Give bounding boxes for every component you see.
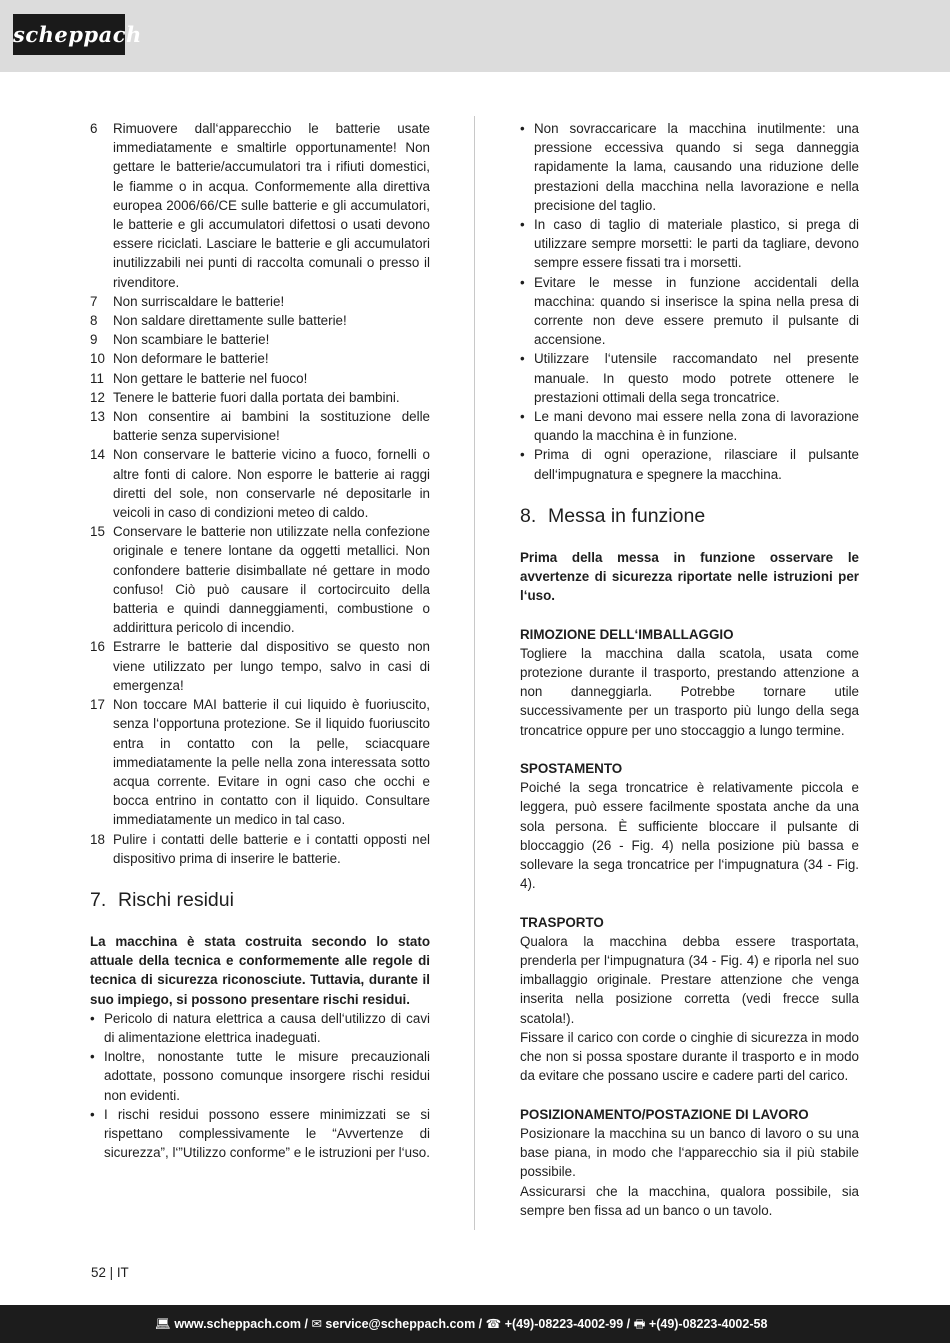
section-8-title: Messa in funzione — [548, 504, 706, 527]
bullet-icon: • — [520, 447, 525, 463]
list-item-text: Estrarre le batterie dal dispositivo se questo non viene utilizzato per lungo tempo, salvo in casi di emergenza! — [113, 639, 430, 693]
bullet-icon: • — [520, 121, 525, 136]
scheppach-logo: scheppach — [13, 14, 125, 55]
positioning-text-2: Assicurarsi che la macchina, qualora possibile, sia sempre ben fissa ad un banco o un tavolo. — [520, 1183, 859, 1218]
bullet-icon: • — [520, 217, 525, 233]
bullet-text: I rischi residui possono essere minimizzati se si rispettano complessivamente le “Avvertenze di sicurezza”, l‘”Utilizzo conforme” e le istruzioni per l‘uso. — [104, 1106, 430, 1161]
list-item-number: 13 — [90, 409, 105, 425]
list-item-text: Conservare le batterie non utilizzate nella confezione originale e tenere lontane da oggetti metallici. Non confondere batterie disimballate né gettare in modo confuso! Ciò può causare il cortocircuito della batteria e quindi danneggiamenti, combustione o addirittura pericolo di incendio. — [113, 524, 430, 636]
right-column — [520, 119, 859, 1220]
list-item-number: 11 — [90, 370, 104, 386]
unpacking-text: Togliere la macchina dalla scatola, usata come protezione durante il trasporto, prestando attenzione a non danneggiarla. Potrebbe tornare utile successivamente per un trasporto più lungo della sega troncatrice oppure per uno stoccaggio a lungo termine. — [520, 645, 859, 738]
bullet-item — [90, 1047, 430, 1105]
list-item-text: Tenere le batterie fuori dalla portata dei bambini. — [113, 389, 400, 405]
list-item — [90, 388, 430, 407]
column-divider — [474, 116, 475, 1230]
bullet-item — [90, 1009, 430, 1047]
list-item — [90, 119, 430, 292]
list-item-text: Non surriscaldare le batterie! — [113, 293, 285, 309]
bullet-text: In caso di taglio di materiale plastico, si prega di utilizzare sempre morsetti: le parti da tagliare, devono sempre essere fissati tra i morsetti. — [534, 217, 859, 271]
transport-heading: TRASPORTO — [520, 914, 604, 930]
list-item-number: 8 — [90, 313, 98, 329]
bullet-item — [520, 119, 859, 215]
footer-website[interactable]: www.scheppach.com / — [174, 1317, 308, 1331]
page-footer — [0, 1305, 950, 1343]
list-item — [90, 522, 430, 637]
bullet-text: Le mani devono mai essere nella zona di lavorazione quando la macchina è in funzione. — [534, 409, 859, 444]
section-7-number: 7. — [90, 888, 107, 911]
positioning-text-1: Posizionare la macchina su un banco di lavoro o su una base piana, in modo che l‘apparecchio sia il più stabile possibile. — [520, 1125, 859, 1180]
moving-text: Poiché la sega troncatrice è relativamente piccola e leggera, può essere facilmente spostata anche da una sola persona. È sufficiente bloccare il pulsante di bloccaggio (26 - Fig. 4) nella posizione più bassa e sollevare la sega troncatrice per l‘impugnatura (34 - Fig. 4). — [520, 780, 859, 892]
list-item-number: 10 — [90, 351, 105, 367]
unpacking-heading: RIMOZIONE DELL‘IMBALLAGGIO — [520, 626, 734, 642]
list-item-number: 17 — [90, 697, 105, 713]
list-item-number: 7 — [90, 293, 98, 309]
positioning-heading: POSIZIONAMENTO/POSTAZIONE DI LAVORO — [520, 1106, 809, 1122]
list-item — [90, 369, 430, 388]
battery-safety-list — [90, 119, 430, 868]
list-item-text: Non gettare le batterie nel fuoco! — [113, 370, 308, 386]
list-item-number: 6 — [90, 121, 98, 136]
section-7-intro: La macchina è stata costruita secondo lo stato attuale della tecnica e conformemente alle regole di tecnica di sicurezza riconosciute. Tuttavia, durante il suo impiego, si possono presentare rischi residui. — [90, 933, 430, 1007]
mail-icon: ✉︎ — [311, 1317, 322, 1331]
section-7-heading — [90, 888, 430, 912]
moving-heading: SPOSTAMENTO — [520, 761, 623, 777]
bullet-icon: • — [90, 1049, 95, 1065]
page-number: 52 | IT — [91, 1265, 129, 1280]
list-item-text: Non deformare le batterie! — [113, 351, 269, 367]
list-item-text: Rimuovere dall‘apparecchio le batterie usate immediatamente e smaltirle opportunamente! Non gettare le batterie/accumulatori tra i rifiuti domestici, le fiamme o in acqua. Conformemente alla direttiva europea 2006/66/CE sulle batterie e gli accumulatori, le batterie e gli accumulatori difettosi o usati devono essere riciclati. Lasciare le batterie e gli accumulatori inutilizzabili nei punti di raccolta comunali o presso il rivenditore. — [113, 121, 430, 290]
bullet-icon: • — [520, 351, 525, 367]
section-7-title: Rischi residui — [118, 888, 234, 911]
bullet-text: Inoltre, nonostante tutte le misure precauzionali adottate, possono comunque insorgere rischi residui non evidenti. — [104, 1049, 430, 1103]
footer-email[interactable]: service@scheppach.com / — [325, 1317, 483, 1331]
operation-safety-list — [520, 119, 859, 484]
phone-icon: ☎︎ — [485, 1317, 502, 1331]
transport-text-1: Qualora la macchina debba essere trasportata, prenderla per l‘impugnatura (34 - Fig. 4) e riporla nel suo imballaggio originale. Prestare attenzione che venga inserita nella posizione corretta (vedi frecce sulla scatola!). — [520, 933, 859, 1026]
list-item-number: 18 — [90, 831, 105, 847]
page-header — [0, 0, 950, 72]
list-item — [90, 445, 430, 522]
bullet-text: Utilizzare l‘utensile raccomandato nel presente manuale. In questo modo potrete ottenere le prestazioni ottimali della sega troncatrice. — [534, 351, 859, 405]
bullet-text: Prima di ogni operazione, rilasciare il pulsante dell‘impugnatura e spegnere la macchina. — [534, 447, 859, 482]
list-item-text: Non saldare direttamente sulle batterie! — [113, 313, 347, 329]
list-item-number: 9 — [90, 332, 98, 348]
list-item-number: 12 — [90, 389, 105, 405]
laptop-icon: 💻︎ — [155, 1317, 171, 1331]
fax-icon: 🖶︎ — [633, 1317, 646, 1331]
list-item — [90, 407, 430, 445]
bullet-item — [90, 1105, 430, 1163]
list-item-number: 16 — [90, 639, 105, 655]
list-item — [90, 292, 430, 311]
list-item — [90, 349, 430, 368]
list-item — [90, 830, 430, 868]
bullet-text: Non sovraccaricare la macchina inutilmente: una pressione eccessiva quando si sega danneggia rapidamente la lama, causando una riduzione delle prestazioni della macchina nella lavorazione e nella precisione del taglio. — [534, 121, 859, 213]
list-item — [90, 695, 430, 829]
list-item-text: Non conservare le batterie vicino a fuoco, fornelli o altre fonti di calore. Non esporre le batterie ai raggi diretti del sole, non conservarle né depositarle in veicoli in caso di condizioni meteo di caldo. — [113, 447, 430, 521]
list-item-text: Non scambiare le batterie! — [113, 332, 270, 348]
bullet-text: Pericolo di natura elettrica a causa dell‘utilizzo di cavi di alimentazione elettrica inadeguati. — [104, 1010, 430, 1045]
bullet-icon: • — [520, 409, 525, 425]
list-item-text: Non toccare MAI batterie il cui liquido è fuoriuscito, senza l‘opportuna protezione. Se il liquido fuoriuscito entra in contatto con la pelle, sciacquare immediatamente la pelle nella zona interessata sotto acqua corrente. Evitare in ogni caso che occhi e bocca entrino in contatto con il liquido. Consultare immediatamente un medico in tal caso. — [113, 697, 430, 828]
list-item-number: 15 — [90, 524, 105, 540]
footer-fax: +(49)-08223-4002-58 — [648, 1317, 768, 1331]
list-item-text: Non consentire ai bambini la sostituzione delle batterie senza supervisione! — [113, 409, 430, 444]
section-8-number: 8. — [520, 504, 537, 527]
list-item — [90, 311, 430, 330]
list-item — [90, 637, 430, 695]
list-item-number: 14 — [90, 447, 105, 463]
bullet-icon: • — [520, 274, 525, 290]
transport-text-2: Fissare il carico con corde o cinghie di sicurezza in modo che non si possa spostare durante il trasporto e in modo da evitare che possano uscire e cadere parti del carico. — [520, 1029, 859, 1084]
bullet-item — [520, 215, 859, 273]
left-column — [90, 119, 430, 1162]
bullet-text: Evitare le messe in funzione accidentali della macchina: quando si inserisce la spina nella presa di corrente non deve essere premuto il pulsante di accensione. — [534, 274, 859, 348]
bullet-item — [520, 445, 859, 483]
list-item-text: Pulire i contatti delle batterie e i contatti opposti nel dispositivo prima di inserire le batterie. — [113, 831, 430, 866]
footer-phone: +(49)-08223-4002-99 / — [504, 1317, 631, 1331]
bullet-icon: • — [90, 1106, 95, 1122]
list-item — [90, 330, 430, 349]
residual-risks-list — [90, 1009, 430, 1163]
bullet-item — [520, 273, 859, 350]
section-8-intro: Prima della messa in funzione osservare le avvertenze di sicurezza riportate nelle istruzioni per l‘uso. — [520, 549, 859, 604]
bullet-icon: • — [90, 1010, 95, 1026]
bullet-item — [520, 407, 859, 445]
section-8-heading — [520, 504, 859, 528]
bullet-item — [520, 349, 859, 407]
